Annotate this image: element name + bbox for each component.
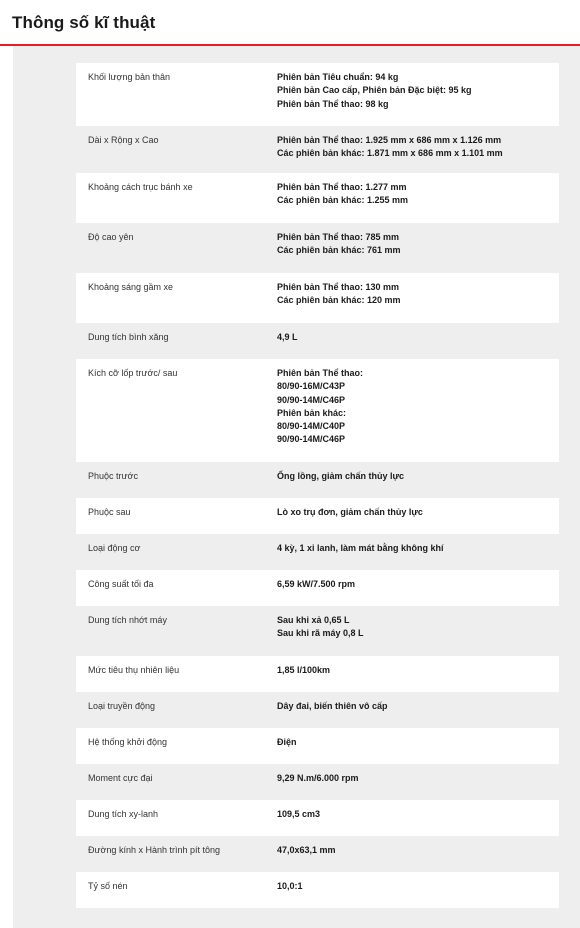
spec-row: [76, 764, 559, 800]
spec-row: [76, 836, 559, 872]
spec-value: [277, 534, 559, 555]
spec-value: [277, 570, 559, 591]
spec-row: [76, 173, 559, 223]
spec-label: Dung tích bình xăng: [88, 332, 169, 342]
spec-value-line: 90/90-14M/C46P: [277, 434, 346, 445]
spec-label: Đường kính x Hành trình pít tông: [88, 845, 220, 855]
spec-value-line: Phiên bản Thể thao: 130 mm: [277, 282, 400, 292]
spec-value-line: Phiên bản khác:: [277, 407, 347, 418]
spec-value: [277, 872, 559, 893]
spec-label: Kích cỡ lốp trước/ sau: [88, 368, 178, 378]
spec-value-line: Các phiên bản khác: 1.871 mm x 686 mm x 1.101 mm: [277, 148, 503, 159]
spec-value-line: Phiên bản Thể thao: 1.925 mm x 686 mm x 1.126 mm: [277, 135, 502, 145]
spec-row: [76, 223, 559, 273]
spec-value: [277, 462, 559, 483]
spec-label: Phuộc sau: [88, 507, 131, 517]
spec-value: [277, 606, 559, 641]
spec-value-line: Phiên bản Thể thao: 1.277 mm: [277, 182, 407, 192]
spec-value: [277, 728, 559, 749]
spec-label: Phuộc trước: [88, 471, 138, 481]
spec-label: Loại động cơ: [88, 543, 141, 553]
spec-table: [76, 63, 559, 908]
spec-label: Tỷ số nén: [88, 881, 128, 891]
spec-label: Khoảng sáng gầm xe: [88, 282, 174, 292]
spec-value-line: 6,59 kW/7.500 rpm: [277, 579, 356, 589]
spec-value-line: Phiên bản Tiêu chuẩn: 94 kg: [277, 72, 399, 82]
spec-value-line: Điện: [277, 737, 297, 747]
spec-value-line: 4 kỳ, 1 xi lanh, làm mát bằng không khí: [277, 543, 444, 553]
spec-row: [76, 606, 559, 656]
spec-row: [76, 323, 559, 359]
spec-label: Hệ thống khởi động: [88, 737, 167, 747]
spec-label: Dài x Rộng x Cao: [88, 135, 159, 145]
spec-value: [277, 359, 559, 447]
spec-value: [277, 323, 559, 344]
spec-panel: [13, 46, 580, 928]
spec-value-line: 1,85 l/100km: [277, 665, 331, 675]
spec-label: Công suất tối đa: [88, 579, 154, 589]
spec-row: [76, 872, 559, 908]
spec-value-line: 10,0:1: [277, 881, 303, 891]
spec-value: [277, 764, 559, 785]
spec-value-line: Phiên bản Thể thao: 98 kg: [277, 98, 389, 109]
spec-value: [277, 63, 559, 111]
spec-row: [76, 126, 559, 173]
spec-row: [76, 63, 559, 126]
spec-value-line: Phiên bản Cao cấp, Phiên bản Đặc biệt: 95 kg: [277, 85, 472, 96]
spec-value-line: 47,0x63,1 mm: [277, 845, 336, 855]
spec-value-line: Sau khi rã máy 0,8 L: [277, 628, 364, 639]
spec-label: Dung tích xy-lanh: [88, 809, 159, 819]
spec-value: [277, 126, 559, 161]
spec-row: [76, 728, 559, 764]
spec-value: [277, 273, 559, 308]
spec-value: [277, 498, 559, 519]
spec-value-line: Các phiên bản khác: 1.255 mm: [277, 195, 409, 206]
spec-row: [76, 656, 559, 692]
spec-label: Moment cực đại: [88, 773, 153, 783]
spec-row: [76, 800, 559, 836]
spec-value-line: Các phiên bản khác: 761 mm: [277, 245, 401, 256]
spec-value-line: 80/90-16M/C43P: [277, 381, 346, 392]
spec-value: [277, 223, 559, 258]
spec-value-line: 90/90-14M/C46P: [277, 394, 346, 405]
spec-row: [76, 498, 559, 534]
spec-value: [277, 836, 559, 857]
spec-value-line: 9,29 N.m/6.000 rpm: [277, 773, 359, 783]
spec-value-line: Dây đai, biến thiên vô cấp: [277, 701, 388, 711]
spec-value-line: 109,5 cm3: [277, 809, 321, 819]
spec-row: [76, 359, 559, 462]
spec-value: [277, 656, 559, 677]
spec-row: [76, 462, 559, 498]
spec-value: [277, 692, 559, 713]
spec-value-line: Phiên bản Thể thao:: [277, 368, 364, 378]
spec-label: Khoảng cách trục bánh xe: [88, 182, 193, 192]
spec-value-line: Sau khi xả 0,65 L: [277, 615, 350, 625]
page-title: Thông số kĩ thuật: [12, 13, 156, 32]
spec-label: Độ cao yên: [88, 232, 134, 242]
spec-row: [76, 273, 559, 323]
spec-row: [76, 534, 559, 570]
spec-label: Dung tích nhớt máy: [88, 615, 167, 625]
spec-value: [277, 173, 559, 208]
spec-row: [76, 692, 559, 728]
page-header: [0, 0, 580, 46]
spec-value-line: 80/90-14M/C40P: [277, 421, 346, 432]
spec-label: Mức tiêu thụ nhiên liệu: [88, 665, 180, 675]
spec-label: Khối lượng bản thân: [88, 72, 170, 82]
spec-row: [76, 570, 559, 606]
spec-label: Loại truyền động: [88, 701, 156, 711]
spec-value: [277, 800, 559, 821]
spec-value-line: 4,9 L: [277, 332, 298, 342]
spec-value-line: Phiên bản Thể thao: 785 mm: [277, 232, 400, 242]
spec-value-line: Ống lồng, giảm chấn thủy lực: [277, 471, 405, 481]
spec-value-line: Các phiên bản khác: 120 mm: [277, 295, 401, 306]
spec-value-line: Lò xo trụ đơn, giảm chấn thủy lực: [277, 507, 423, 517]
